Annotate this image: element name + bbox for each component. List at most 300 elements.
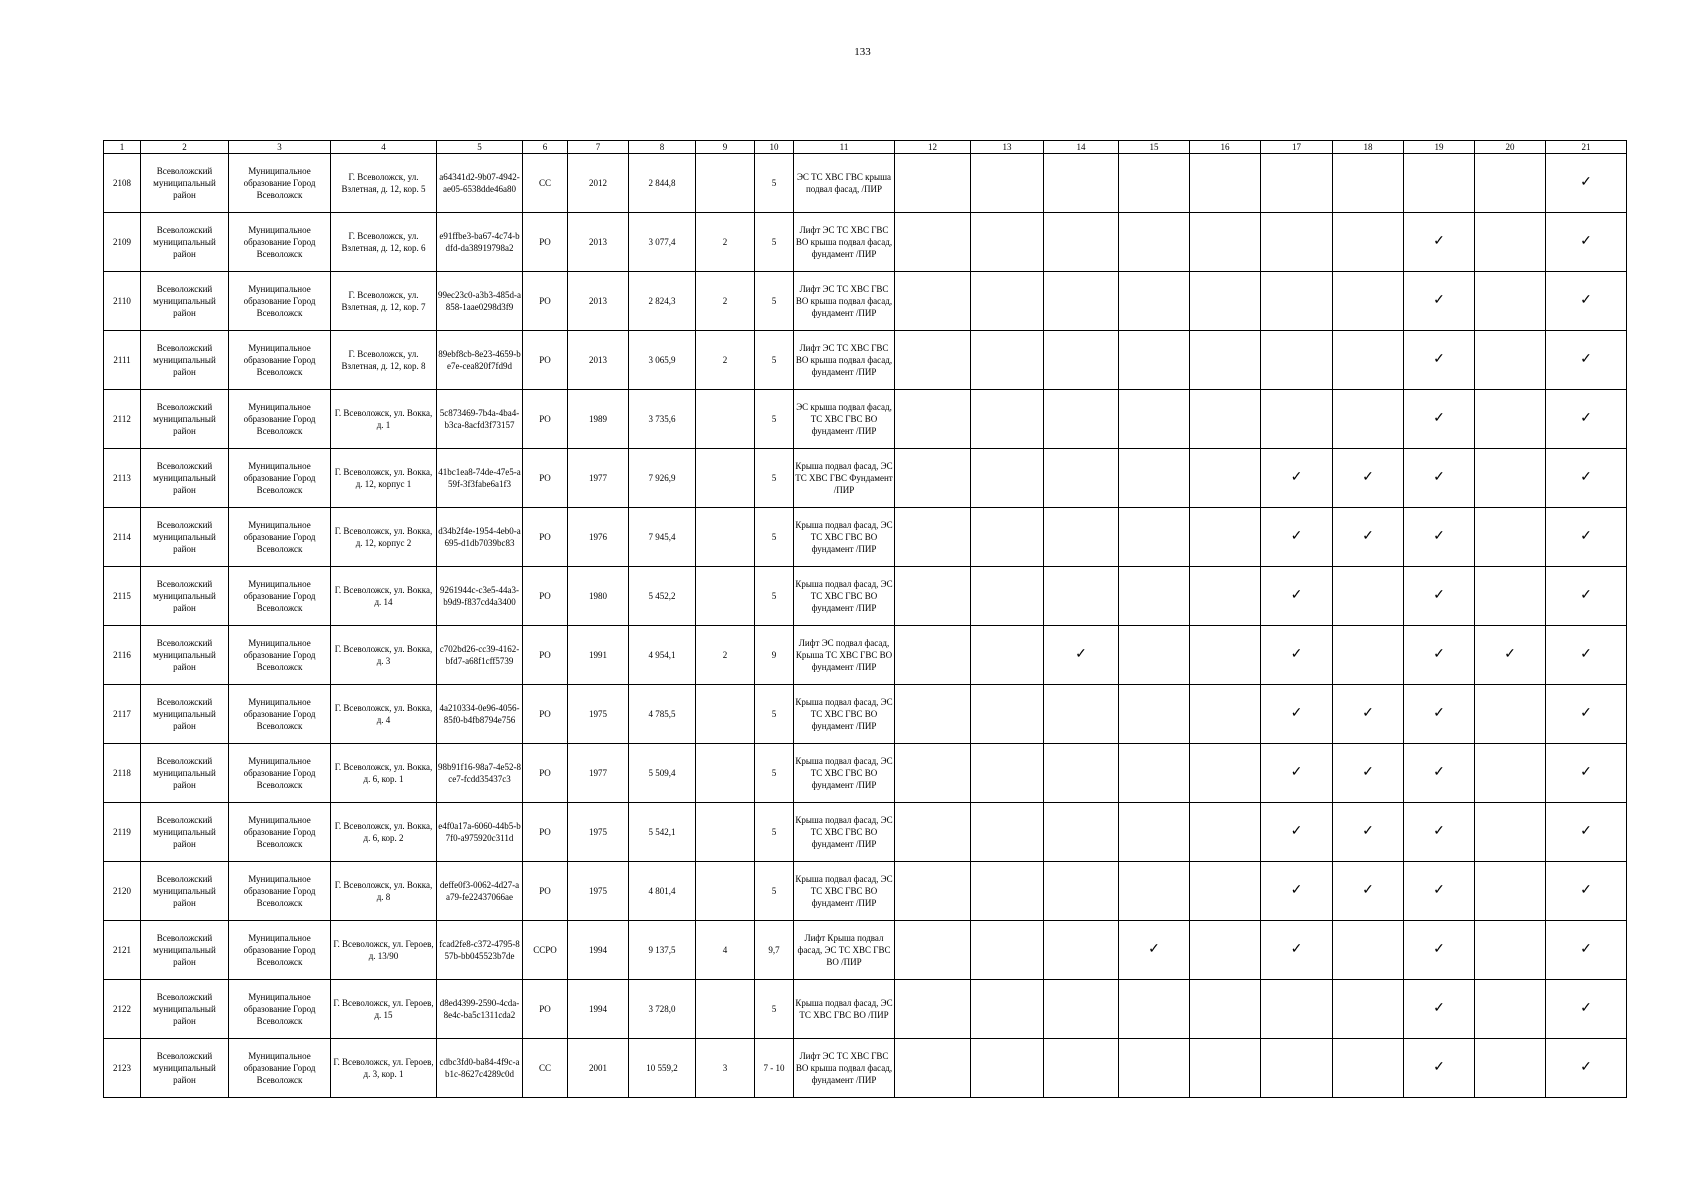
column-13-cell [971,1039,1044,1098]
check-mark-icon: ✓ [1433,411,1445,426]
year-cell: 2001 [568,1039,629,1098]
row-number-cell: 2114 [104,508,141,567]
column-number-cell: 6 [523,141,568,154]
column-9-cell [696,508,755,567]
column-18-cell [1333,449,1404,508]
column-18-cell [1333,154,1404,213]
column-14-cell [1044,331,1119,390]
district-cell: Всеволожский муниципальный район [141,1039,229,1098]
address-cell: Г. Всеволожск, ул. Героев, д. 15 [331,980,437,1039]
column-20-cell [1475,980,1546,1039]
works-cell: Крыша подвал фасад, ЭС ТС ХВС ГВС ВО фундамент /ПИР [794,744,895,803]
row-number-cell: 2120 [104,862,141,921]
district-cell: Всеволожский муниципальный район [141,213,229,272]
municipality-cell: Муниципальное образование Город Всеволожск [229,980,331,1039]
check-mark-icon: ✓ [1433,1001,1445,1016]
year-cell: 1977 [568,744,629,803]
column-12-cell [895,862,971,921]
works-cell: Лифт ЭС ТС ХВС ГВС ВО крыша подвал фасад, фундамент /ПИР [794,272,895,331]
column-21-cell [1546,567,1627,626]
column-13-cell [971,449,1044,508]
works-cell: Крыша подвал фасад, ЭС ТС ХВС ГВС ВО фундамент /ПИР [794,685,895,744]
column-20-cell [1475,154,1546,213]
check-mark-icon: ✓ [1580,293,1592,308]
address-cell: Г. Всеволожск, ул. Вокка, д. 3 [331,626,437,685]
address-cell: Г. Всеволожск, ул. Героев, д. 13/90 [331,921,437,980]
column-19-cell [1404,154,1475,213]
column-20-cell [1475,390,1546,449]
column-19-cell [1404,862,1475,921]
column-14-cell [1044,803,1119,862]
check-mark-icon: ✓ [1290,706,1303,721]
column-14-cell [1044,272,1119,331]
column-12-cell [895,685,971,744]
column-14-cell [1044,449,1119,508]
check-mark-icon: ✓ [1580,234,1592,249]
column-18-cell [1333,272,1404,331]
column-9-cell [696,567,755,626]
check-mark-icon: ✓ [1504,647,1516,662]
building-type-cell: СС [523,1039,568,1098]
column-14-cell [1044,1039,1119,1098]
column-20-cell [1475,213,1546,272]
address-cell: Г. Всеволожск, ул. Вокка, д. 14 [331,567,437,626]
column-19-cell [1404,449,1475,508]
column-16-cell [1190,921,1261,980]
building-type-cell: РО [523,685,568,744]
row-number-cell: 2122 [104,980,141,1039]
building-code-cell: a64341d2-9b07-4942-ae05-6538dde46a80 [437,154,523,213]
column-9-cell: 2 [696,331,755,390]
municipality-cell: Муниципальное образование Город Всеволожск [229,449,331,508]
check-mark-icon: ✓ [1433,883,1445,898]
check-mark-icon: ✓ [1433,706,1445,721]
building-code-cell: fcad2fe8-c372-4795-857b-bb045523b7de [437,921,523,980]
column-17-cell [1261,449,1333,508]
table-row [104,154,1627,213]
floors-cell: 9 [755,626,794,685]
column-16-cell [1190,567,1261,626]
floors-cell: 5 [755,272,794,331]
column-21-cell [1546,921,1627,980]
district-cell: Всеволожский муниципальный район [141,390,229,449]
column-14-cell [1044,390,1119,449]
district-cell: Всеволожский муниципальный район [141,154,229,213]
column-18-cell [1333,331,1404,390]
column-12-cell [895,331,971,390]
row-number-cell: 2110 [104,272,141,331]
column-14-cell [1044,154,1119,213]
column-20-cell [1475,744,1546,803]
column-12-cell [895,390,971,449]
column-21-cell [1546,272,1627,331]
column-17-cell [1261,626,1333,685]
area-cell: 7 945,4 [629,508,696,567]
column-14-cell [1044,626,1119,685]
building-code-cell: 89ebf8cb-8e23-4659-be7e-cea820f7fd9d [437,331,523,390]
column-17-cell [1261,213,1333,272]
check-mark-icon: ✓ [1290,942,1303,957]
works-cell: Крыша подвал фасад, ЭС ТС ХВС ГВС ВО фундамент /ПИР [794,862,895,921]
column-21-cell [1546,744,1627,803]
table-row [104,744,1627,803]
municipality-cell: Муниципальное образование Город Всеволожск [229,921,331,980]
building-code-cell: cdbc3fd0-ba84-4f9c-ab1c-8627c4289c0d [437,1039,523,1098]
building-type-cell: РО [523,213,568,272]
area-cell: 2 824,3 [629,272,696,331]
area-cell: 4 801,4 [629,862,696,921]
address-cell: Г. Всеволожск, ул. Вокка, д. 12, корпус 2 [331,508,437,567]
column-15-cell [1119,803,1190,862]
column-17-cell [1261,331,1333,390]
area-cell: 5 452,2 [629,567,696,626]
column-9-cell: 2 [696,272,755,331]
area-cell: 3 735,6 [629,390,696,449]
year-cell: 2013 [568,213,629,272]
check-mark-icon: ✓ [1362,824,1374,839]
column-21-cell [1546,508,1627,567]
check-mark-icon: ✓ [1580,352,1592,367]
table-row [104,213,1627,272]
check-mark-icon: ✓ [1362,765,1374,780]
column-19-cell [1404,803,1475,862]
building-type-cell: РО [523,862,568,921]
check-mark-icon: ✓ [1580,706,1592,721]
column-21-cell [1546,1039,1627,1098]
column-13-cell [971,272,1044,331]
column-19-cell [1404,331,1475,390]
column-19-cell [1404,508,1475,567]
address-cell: Г. Всеволожск, ул. Вокка, д. 4 [331,685,437,744]
building-type-cell: РО [523,508,568,567]
column-13-cell [971,390,1044,449]
works-cell: Крыша подвал фасад, ЭС ТС ХВС ГВС ВО фундамент /ПИР [794,567,895,626]
column-17-cell [1261,980,1333,1039]
column-20-cell [1475,626,1546,685]
table-row [104,980,1627,1039]
column-17-cell [1261,862,1333,921]
year-cell: 2013 [568,331,629,390]
column-21-cell [1546,390,1627,449]
table-row [104,331,1627,390]
column-number-cell: 19 [1404,141,1475,154]
column-18-cell [1333,803,1404,862]
row-number-cell: 2123 [104,1039,141,1098]
column-17-cell [1261,154,1333,213]
address-cell: Г. Всеволожск, ул. Вокка, д. 12, корпус 1 [331,449,437,508]
column-16-cell [1190,508,1261,567]
column-14-cell [1044,685,1119,744]
year-cell: 1975 [568,685,629,744]
column-14-cell [1044,508,1119,567]
column-number-cell: 12 [895,141,971,154]
column-13-cell [971,331,1044,390]
column-number-cell: 7 [568,141,629,154]
column-15-cell [1119,862,1190,921]
column-18-cell [1333,744,1404,803]
column-13-cell [971,508,1044,567]
column-15-cell [1119,331,1190,390]
table-row [104,803,1627,862]
works-cell: ЭС крыша подвал фасад, ТС ХВС ГВС ВО фундамент /ПИР [794,390,895,449]
works-cell: ЭС ТС ХВС ГВС крыша подвал фасад, /ПИР [794,154,895,213]
area-cell: 2 844,8 [629,154,696,213]
year-cell: 1977 [568,449,629,508]
column-20-cell [1475,685,1546,744]
column-12-cell [895,921,971,980]
check-mark-icon: ✓ [1580,647,1592,662]
column-15-cell [1119,213,1190,272]
column-18-cell [1333,1039,1404,1098]
municipality-cell: Муниципальное образование Город Всеволожск [229,331,331,390]
table-row [104,626,1627,685]
column-number-cell: 18 [1333,141,1404,154]
row-number-cell: 2118 [104,744,141,803]
area-cell: 3 077,4 [629,213,696,272]
column-number-row [104,141,1627,154]
year-cell: 2012 [568,154,629,213]
district-cell: Всеволожский муниципальный район [141,980,229,1039]
column-number-cell: 3 [229,141,331,154]
column-17-cell [1261,567,1333,626]
column-15-cell [1119,567,1190,626]
district-cell: Всеволожский муниципальный район [141,449,229,508]
column-15-cell [1119,272,1190,331]
year-cell: 1989 [568,390,629,449]
check-mark-icon: ✓ [1148,942,1160,957]
column-14-cell [1044,213,1119,272]
check-mark-icon: ✓ [1290,647,1303,662]
column-12-cell [895,980,971,1039]
column-9-cell [696,154,755,213]
column-16-cell [1190,154,1261,213]
column-18-cell [1333,390,1404,449]
column-15-cell [1119,1039,1190,1098]
check-mark-icon: ✓ [1290,588,1303,603]
row-number-cell: 2111 [104,331,141,390]
column-20-cell [1475,921,1546,980]
building-type-cell: РО [523,390,568,449]
column-9-cell: 3 [696,1039,755,1098]
column-15-cell [1119,980,1190,1039]
column-16-cell [1190,1039,1261,1098]
district-cell: Всеволожский муниципальный район [141,626,229,685]
year-cell: 1991 [568,626,629,685]
column-20-cell [1475,331,1546,390]
column-12-cell [895,154,971,213]
check-mark-icon: ✓ [1580,588,1592,603]
column-13-cell [971,862,1044,921]
building-code-cell: 5c873469-7b4a-4ba4-b3ca-8acfd3f73157 [437,390,523,449]
column-19-cell [1404,1039,1475,1098]
building-code-cell: e4f0a17a-6060-44b5-b7f0-a975920c311d [437,803,523,862]
column-21-cell [1546,331,1627,390]
floors-cell: 5 [755,803,794,862]
municipality-cell: Муниципальное образование Город Всеволожск [229,626,331,685]
year-cell: 1994 [568,980,629,1039]
column-16-cell [1190,803,1261,862]
check-mark-icon: ✓ [1580,883,1592,898]
building-code-cell: deffe0f3-0062-4d27-aa79-fe22437066ae [437,862,523,921]
column-19-cell [1404,980,1475,1039]
column-18-cell [1333,626,1404,685]
building-code-cell: d34b2f4e-1954-4eb0-a695-d1db7039bc83 [437,508,523,567]
area-cell: 5 509,4 [629,744,696,803]
column-21-cell [1546,980,1627,1039]
column-18-cell [1333,862,1404,921]
check-mark-icon: ✓ [1433,1060,1445,1075]
column-12-cell [895,213,971,272]
column-19-cell [1404,567,1475,626]
municipality-cell: Муниципальное образование Город Всеволожск [229,685,331,744]
column-21-cell [1546,154,1627,213]
area-cell: 3 728,0 [629,980,696,1039]
column-17-cell [1261,685,1333,744]
column-19-cell [1404,685,1475,744]
row-number-cell: 2117 [104,685,141,744]
column-21-cell [1546,626,1627,685]
column-18-cell [1333,213,1404,272]
column-9-cell [696,744,755,803]
column-17-cell [1261,390,1333,449]
building-code-cell: 99ec23c0-a3b3-485d-a858-1aae0298d3f9 [437,272,523,331]
table-row [104,685,1627,744]
column-9-cell [696,980,755,1039]
column-20-cell [1475,803,1546,862]
row-number-cell: 2121 [104,921,141,980]
municipality-cell: Муниципальное образование Город Всеволожск [229,154,331,213]
column-16-cell [1190,390,1261,449]
table-row [104,921,1627,980]
column-15-cell [1119,390,1190,449]
area-cell: 9 137,5 [629,921,696,980]
column-19-cell [1404,213,1475,272]
district-cell: Всеволожский муниципальный район [141,744,229,803]
column-20-cell [1475,567,1546,626]
column-13-cell [971,803,1044,862]
table-row [104,567,1627,626]
column-20-cell [1475,449,1546,508]
column-21-cell [1546,803,1627,862]
check-mark-icon: ✓ [1290,883,1303,898]
address-cell: Г. Всеволожск, ул. Вокка, д. 6, кор. 1 [331,744,437,803]
building-code-cell: d8ed4399-2590-4cda-8e4c-ba5c1311cda2 [437,980,523,1039]
year-cell: 1975 [568,803,629,862]
works-cell: Лифт ЭС ТС ХВС ГВС ВО крыша подвал фасад, фундамент /ПИР [794,331,895,390]
column-16-cell [1190,272,1261,331]
building-code-cell: 41bc1ea8-74de-47e5-a59f-3f3fabe6a1f3 [437,449,523,508]
district-cell: Всеволожский муниципальный район [141,803,229,862]
year-cell: 1994 [568,921,629,980]
column-number-cell: 14 [1044,141,1119,154]
column-21-cell [1546,862,1627,921]
column-13-cell [971,980,1044,1039]
municipality-cell: Муниципальное образование Город Всеволожск [229,272,331,331]
table-row [104,272,1627,331]
column-number-cell: 10 [755,141,794,154]
column-number-cell: 20 [1475,141,1546,154]
row-number-cell: 2115 [104,567,141,626]
check-mark-icon: ✓ [1362,470,1374,485]
district-cell: Всеволожский муниципальный район [141,685,229,744]
check-mark-icon: ✓ [1580,411,1592,426]
district-cell: Всеволожский муниципальный район [141,567,229,626]
municipality-cell: Муниципальное образование Город Всеволожск [229,1039,331,1098]
building-type-cell: СС [523,154,568,213]
floors-cell: 9,7 [755,921,794,980]
column-18-cell [1333,685,1404,744]
column-13-cell [971,626,1044,685]
column-16-cell [1190,213,1261,272]
column-number-cell: 2 [141,141,229,154]
area-cell: 4 785,5 [629,685,696,744]
table-row [104,862,1627,921]
column-12-cell [895,803,971,862]
column-16-cell [1190,685,1261,744]
building-type-cell: РО [523,272,568,331]
year-cell: 1980 [568,567,629,626]
check-mark-icon: ✓ [1580,765,1592,780]
column-16-cell [1190,980,1261,1039]
check-mark-icon: ✓ [1580,1060,1592,1075]
column-12-cell [895,567,971,626]
column-9-cell [696,862,755,921]
address-cell: Г. Всеволожск, ул. Героев, д. 3, кор. 1 [331,1039,437,1098]
check-mark-icon: ✓ [1290,529,1303,544]
check-mark-icon: ✓ [1433,470,1445,485]
building-type-cell: РО [523,449,568,508]
column-15-cell [1119,685,1190,744]
row-number-cell: 2109 [104,213,141,272]
column-15-cell [1119,154,1190,213]
municipality-cell: Муниципальное образование Город Всеволожск [229,862,331,921]
column-20-cell [1475,508,1546,567]
column-20-cell [1475,1039,1546,1098]
column-15-cell [1119,921,1190,980]
check-mark-icon: ✓ [1580,470,1592,485]
floors-cell: 5 [755,567,794,626]
municipality-cell: Муниципальное образование Город Всеволожск [229,803,331,862]
year-cell: 1975 [568,862,629,921]
column-number-cell: 8 [629,141,696,154]
area-cell: 7 926,9 [629,449,696,508]
building-code-cell: c702bd26-cc39-4162-bfd7-a68f1cff5739 [437,626,523,685]
column-12-cell [895,626,971,685]
check-mark-icon: ✓ [1433,529,1445,544]
column-9-cell: 2 [696,213,755,272]
column-20-cell [1475,272,1546,331]
check-mark-icon: ✓ [1433,234,1445,249]
check-mark-icon: ✓ [1433,942,1445,957]
municipality-cell: Муниципальное образование Город Всеволожск [229,213,331,272]
column-9-cell: 2 [696,626,755,685]
check-mark-icon: ✓ [1362,706,1374,721]
column-13-cell [971,685,1044,744]
column-18-cell [1333,508,1404,567]
column-14-cell [1044,567,1119,626]
building-code-cell: 98b91f16-98a7-4e52-8ce7-fcdd35437c3 [437,744,523,803]
row-number-cell: 2113 [104,449,141,508]
column-14-cell [1044,921,1119,980]
column-18-cell [1333,921,1404,980]
column-19-cell [1404,626,1475,685]
floors-cell: 5 [755,154,794,213]
municipality-cell: Муниципальное образование Город Всеволожск [229,390,331,449]
floors-cell: 5 [755,213,794,272]
column-number-cell: 5 [437,141,523,154]
address-cell: Г. Всеволожск, ул. Взлетная, д. 12, кор. 5 [331,154,437,213]
check-mark-icon: ✓ [1433,293,1445,308]
